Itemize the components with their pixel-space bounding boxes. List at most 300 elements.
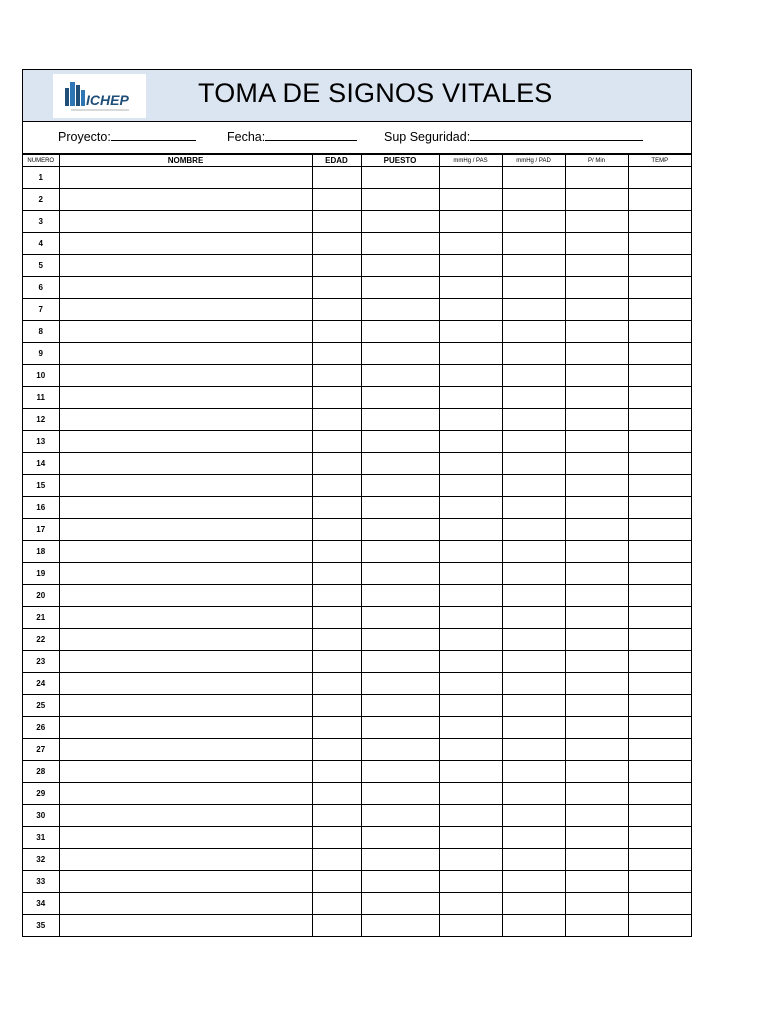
cell-pas[interactable]	[439, 849, 502, 871]
cell-pulse[interactable]	[565, 519, 628, 541]
table-row	[23, 167, 691, 189]
cell-edad[interactable]	[312, 717, 361, 739]
cell-temp[interactable]	[628, 827, 691, 849]
cell-temp[interactable]	[628, 695, 691, 717]
cell-pad[interactable]	[502, 255, 565, 277]
row-number: 13	[23, 431, 59, 453]
cell-pad[interactable]	[502, 827, 565, 849]
cell-temp[interactable]	[628, 365, 691, 387]
cell-edad[interactable]	[312, 805, 361, 827]
cell-nombre[interactable]	[59, 739, 312, 761]
cell-pas[interactable]	[439, 255, 502, 277]
cell-temp[interactable]	[628, 673, 691, 695]
cell-edad[interactable]	[312, 739, 361, 761]
cell-pulse[interactable]	[565, 607, 628, 629]
cell-edad[interactable]	[312, 695, 361, 717]
cell-pulse[interactable]	[565, 893, 628, 915]
supervisor-field[interactable]	[384, 129, 643, 144]
cell-pas[interactable]	[439, 871, 502, 893]
cell-edad[interactable]	[312, 585, 361, 607]
cell-temp[interactable]	[628, 343, 691, 365]
cell-puesto[interactable]	[361, 761, 439, 783]
row-number: 19	[23, 563, 59, 585]
cell-pas[interactable]	[439, 563, 502, 585]
cell-temp[interactable]	[628, 585, 691, 607]
row-number: 30	[23, 805, 59, 827]
cell-pad[interactable]	[502, 893, 565, 915]
table-row	[23, 695, 691, 717]
cell-puesto[interactable]	[361, 211, 439, 233]
table-row	[23, 783, 691, 805]
cell-pad[interactable]	[502, 563, 565, 585]
cell-pulse[interactable]	[565, 783, 628, 805]
cell-puesto[interactable]	[361, 343, 439, 365]
cell-edad[interactable]	[312, 233, 361, 255]
project-line[interactable]	[111, 129, 196, 141]
cell-pas[interactable]	[439, 651, 502, 673]
cell-puesto[interactable]	[361, 585, 439, 607]
cell-puesto[interactable]	[361, 255, 439, 277]
cell-temp[interactable]	[628, 607, 691, 629]
cell-pulse[interactable]	[565, 387, 628, 409]
cell-nombre[interactable]	[59, 871, 312, 893]
cell-nombre[interactable]	[59, 343, 312, 365]
cell-pad[interactable]	[502, 233, 565, 255]
table-row	[23, 519, 691, 541]
cell-temp[interactable]	[628, 871, 691, 893]
cell-nombre[interactable]	[59, 409, 312, 431]
cell-nombre[interactable]	[59, 673, 312, 695]
cell-pas[interactable]	[439, 519, 502, 541]
cell-temp[interactable]	[628, 651, 691, 673]
row-number: 1	[23, 167, 59, 189]
cell-temp[interactable]	[628, 255, 691, 277]
cell-edad[interactable]	[312, 893, 361, 915]
date-line[interactable]	[265, 129, 357, 141]
cell-pas[interactable]	[439, 607, 502, 629]
cell-edad[interactable]	[312, 651, 361, 673]
cell-pas[interactable]	[439, 497, 502, 519]
cell-pulse[interactable]	[565, 475, 628, 497]
cell-nombre[interactable]	[59, 497, 312, 519]
cell-pas[interactable]	[439, 629, 502, 651]
cell-pas[interactable]	[439, 409, 502, 431]
form-fields	[23, 122, 691, 154]
cell-pad[interactable]	[502, 629, 565, 651]
cell-puesto[interactable]	[361, 805, 439, 827]
cell-pas[interactable]	[439, 365, 502, 387]
cell-pulse[interactable]	[565, 299, 628, 321]
cell-edad[interactable]	[312, 497, 361, 519]
cell-pulse[interactable]	[565, 343, 628, 365]
cell-pulse[interactable]	[565, 651, 628, 673]
cell-temp[interactable]	[628, 519, 691, 541]
cell-pulse[interactable]	[565, 453, 628, 475]
table-row	[23, 431, 691, 453]
cell-nombre[interactable]	[59, 321, 312, 343]
cell-pas[interactable]	[439, 827, 502, 849]
cell-edad[interactable]	[312, 387, 361, 409]
cell-pad[interactable]	[502, 189, 565, 211]
cell-pad[interactable]	[502, 651, 565, 673]
cell-pulse[interactable]	[565, 915, 628, 937]
cell-pulse[interactable]	[565, 563, 628, 585]
cell-pas[interactable]	[439, 343, 502, 365]
cell-nombre[interactable]	[59, 717, 312, 739]
cell-pad[interactable]	[502, 695, 565, 717]
cell-edad[interactable]	[312, 189, 361, 211]
form-header	[23, 70, 691, 122]
cell-pad[interactable]	[502, 673, 565, 695]
cell-pas[interactable]	[439, 717, 502, 739]
cell-pad[interactable]	[502, 761, 565, 783]
cell-temp[interactable]	[628, 783, 691, 805]
cell-pad[interactable]	[502, 299, 565, 321]
cell-edad[interactable]	[312, 365, 361, 387]
row-number: 10	[23, 365, 59, 387]
cell-edad[interactable]	[312, 277, 361, 299]
cell-pad[interactable]	[502, 453, 565, 475]
cell-temp[interactable]	[628, 453, 691, 475]
table-row	[23, 189, 691, 211]
cell-puesto[interactable]	[361, 563, 439, 585]
cell-temp[interactable]	[628, 387, 691, 409]
cell-pas[interactable]	[439, 541, 502, 563]
cell-temp[interactable]	[628, 805, 691, 827]
cell-pulse[interactable]	[565, 211, 628, 233]
cell-puesto[interactable]	[361, 739, 439, 761]
cell-nombre[interactable]	[59, 695, 312, 717]
cell-temp[interactable]	[628, 541, 691, 563]
cell-nombre[interactable]	[59, 849, 312, 871]
cell-puesto[interactable]	[361, 893, 439, 915]
cell-temp[interactable]	[628, 739, 691, 761]
cell-puesto[interactable]	[361, 277, 439, 299]
cell-temp[interactable]	[628, 761, 691, 783]
cell-pad[interactable]	[502, 541, 565, 563]
cell-puesto[interactable]	[361, 189, 439, 211]
cell-temp[interactable]	[628, 497, 691, 519]
cell-pad[interactable]	[502, 387, 565, 409]
cell-pulse[interactable]	[565, 805, 628, 827]
cell-nombre[interactable]	[59, 563, 312, 585]
cell-pulse[interactable]	[565, 629, 628, 651]
table-row	[23, 805, 691, 827]
row-number: 34	[23, 893, 59, 915]
cell-pas[interactable]	[439, 453, 502, 475]
cell-temp[interactable]	[628, 849, 691, 871]
cell-temp[interactable]	[628, 629, 691, 651]
cell-nombre[interactable]	[59, 255, 312, 277]
cell-pad[interactable]	[502, 585, 565, 607]
cell-edad[interactable]	[312, 431, 361, 453]
cell-pad[interactable]	[502, 167, 565, 189]
cell-pad[interactable]	[502, 475, 565, 497]
cell-nombre[interactable]	[59, 893, 312, 915]
cell-nombre[interactable]	[59, 299, 312, 321]
cell-temp[interactable]	[628, 321, 691, 343]
cell-pad[interactable]	[502, 915, 565, 937]
cell-pas[interactable]	[439, 585, 502, 607]
cell-temp[interactable]	[628, 167, 691, 189]
cell-pulse[interactable]	[565, 321, 628, 343]
cell-pas[interactable]	[439, 893, 502, 915]
cell-nombre[interactable]	[59, 541, 312, 563]
column-header-puesto: PUESTO	[361, 155, 439, 167]
row-number: 5	[23, 255, 59, 277]
table-row	[23, 739, 691, 761]
row-number: 11	[23, 387, 59, 409]
cell-pas[interactable]	[439, 475, 502, 497]
cell-nombre[interactable]	[59, 519, 312, 541]
cell-pas[interactable]	[439, 673, 502, 695]
cell-pulse[interactable]	[565, 233, 628, 255]
cell-puesto[interactable]	[361, 673, 439, 695]
cell-nombre[interactable]	[59, 453, 312, 475]
cell-puesto[interactable]	[361, 233, 439, 255]
cell-puesto[interactable]	[361, 871, 439, 893]
cell-nombre[interactable]	[59, 761, 312, 783]
cell-pad[interactable]	[502, 871, 565, 893]
cell-pad[interactable]	[502, 739, 565, 761]
row-number: 18	[23, 541, 59, 563]
cell-pulse[interactable]	[565, 277, 628, 299]
table-row	[23, 453, 691, 475]
cell-puesto[interactable]	[361, 387, 439, 409]
table-row	[23, 343, 691, 365]
table-row	[23, 651, 691, 673]
cell-edad[interactable]	[312, 827, 361, 849]
cell-pulse[interactable]	[565, 189, 628, 211]
project-field[interactable]	[58, 129, 196, 144]
cell-nombre[interactable]	[59, 783, 312, 805]
table-row	[23, 563, 691, 585]
cell-temp[interactable]	[628, 563, 691, 585]
cell-pad[interactable]	[502, 321, 565, 343]
cell-puesto[interactable]	[361, 299, 439, 321]
cell-nombre[interactable]	[59, 607, 312, 629]
cell-edad[interactable]	[312, 255, 361, 277]
cell-puesto[interactable]	[361, 849, 439, 871]
cell-puesto[interactable]	[361, 431, 439, 453]
cell-edad[interactable]	[312, 607, 361, 629]
cell-pulse[interactable]	[565, 673, 628, 695]
cell-edad[interactable]	[312, 629, 361, 651]
cell-pulse[interactable]	[565, 255, 628, 277]
cell-pulse[interactable]	[565, 585, 628, 607]
cell-pas[interactable]	[439, 167, 502, 189]
cell-pas[interactable]	[439, 387, 502, 409]
cell-edad[interactable]	[312, 453, 361, 475]
cell-pulse[interactable]	[565, 717, 628, 739]
cell-pad[interactable]	[502, 211, 565, 233]
cell-pad[interactable]	[502, 805, 565, 827]
cell-pulse[interactable]	[565, 739, 628, 761]
row-number: 8	[23, 321, 59, 343]
cell-temp[interactable]	[628, 299, 691, 321]
cell-puesto[interactable]	[361, 167, 439, 189]
cell-nombre[interactable]	[59, 233, 312, 255]
column-header-pad: mmHg / PAD	[502, 155, 565, 167]
cell-edad[interactable]	[312, 299, 361, 321]
cell-edad[interactable]	[312, 211, 361, 233]
cell-puesto[interactable]	[361, 695, 439, 717]
row-number: 21	[23, 607, 59, 629]
cell-edad[interactable]	[312, 475, 361, 497]
cell-nombre[interactable]	[59, 651, 312, 673]
cell-puesto[interactable]	[361, 409, 439, 431]
cell-nombre[interactable]	[59, 277, 312, 299]
row-number: 3	[23, 211, 59, 233]
cell-pas[interactable]	[439, 783, 502, 805]
date-field[interactable]	[227, 129, 357, 144]
cell-pas[interactable]	[439, 321, 502, 343]
cell-puesto[interactable]	[361, 519, 439, 541]
table-row	[23, 475, 691, 497]
cell-pas[interactable]	[439, 695, 502, 717]
cell-pad[interactable]	[502, 409, 565, 431]
cell-puesto[interactable]	[361, 607, 439, 629]
cell-pad[interactable]	[502, 343, 565, 365]
cell-edad[interactable]	[312, 673, 361, 695]
cell-edad[interactable]	[312, 563, 361, 585]
column-header-temp: TEMP	[628, 155, 691, 167]
cell-edad[interactable]	[312, 761, 361, 783]
table-row	[23, 233, 691, 255]
cell-edad[interactable]	[312, 519, 361, 541]
cell-pulse[interactable]	[565, 167, 628, 189]
row-number: 32	[23, 849, 59, 871]
cell-nombre[interactable]	[59, 915, 312, 937]
cell-nombre[interactable]	[59, 211, 312, 233]
cell-pulse[interactable]	[565, 431, 628, 453]
cell-temp[interactable]	[628, 409, 691, 431]
cell-puesto[interactable]	[361, 651, 439, 673]
cell-puesto[interactable]	[361, 321, 439, 343]
cell-temp[interactable]	[628, 431, 691, 453]
cell-pad[interactable]	[502, 717, 565, 739]
vital-signs-form	[22, 69, 692, 937]
cell-edad[interactable]	[312, 409, 361, 431]
row-number: 14	[23, 453, 59, 475]
cell-pad[interactable]	[502, 607, 565, 629]
cell-pas[interactable]	[439, 277, 502, 299]
cell-puesto[interactable]	[361, 541, 439, 563]
cell-pad[interactable]	[502, 431, 565, 453]
cell-pas[interactable]	[439, 299, 502, 321]
cell-pad[interactable]	[502, 277, 565, 299]
cell-temp[interactable]	[628, 189, 691, 211]
cell-pad[interactable]	[502, 497, 565, 519]
cell-nombre[interactable]	[59, 827, 312, 849]
table-row	[23, 365, 691, 387]
row-number: 2	[23, 189, 59, 211]
table-row	[23, 607, 691, 629]
cell-temp[interactable]	[628, 915, 691, 937]
cell-nombre[interactable]	[59, 585, 312, 607]
cell-edad[interactable]	[312, 321, 361, 343]
cell-pas[interactable]	[439, 915, 502, 937]
cell-nombre[interactable]	[59, 805, 312, 827]
cell-pas[interactable]	[439, 805, 502, 827]
table-row	[23, 277, 691, 299]
cell-puesto[interactable]	[361, 717, 439, 739]
cell-pad[interactable]	[502, 365, 565, 387]
cell-nombre[interactable]	[59, 365, 312, 387]
cell-pas[interactable]	[439, 739, 502, 761]
cell-pulse[interactable]	[565, 827, 628, 849]
cell-nombre[interactable]	[59, 167, 312, 189]
cell-pas[interactable]	[439, 189, 502, 211]
cell-pas[interactable]	[439, 431, 502, 453]
cell-puesto[interactable]	[361, 827, 439, 849]
cell-pas[interactable]	[439, 761, 502, 783]
table-row	[23, 541, 691, 563]
cell-nombre[interactable]	[59, 475, 312, 497]
table-row	[23, 673, 691, 695]
cell-nombre[interactable]	[59, 387, 312, 409]
row-number: 28	[23, 761, 59, 783]
cell-puesto[interactable]	[361, 475, 439, 497]
cell-puesto[interactable]	[361, 497, 439, 519]
row-number: 16	[23, 497, 59, 519]
cell-pulse[interactable]	[565, 849, 628, 871]
cell-temp[interactable]	[628, 211, 691, 233]
cell-edad[interactable]	[312, 871, 361, 893]
cell-pulse[interactable]	[565, 695, 628, 717]
cell-temp[interactable]	[628, 277, 691, 299]
cell-puesto[interactable]	[361, 783, 439, 805]
cell-puesto[interactable]	[361, 453, 439, 475]
cell-edad[interactable]	[312, 783, 361, 805]
cell-edad[interactable]	[312, 849, 361, 871]
cell-puesto[interactable]	[361, 629, 439, 651]
table-row	[23, 717, 691, 739]
cell-puesto[interactable]	[361, 365, 439, 387]
cell-temp[interactable]	[628, 893, 691, 915]
cell-pulse[interactable]	[565, 409, 628, 431]
cell-pulse[interactable]	[565, 497, 628, 519]
vital-signs-table	[23, 154, 691, 936]
cell-pulse[interactable]	[565, 761, 628, 783]
cell-pulse[interactable]	[565, 541, 628, 563]
cell-edad[interactable]	[312, 541, 361, 563]
cell-edad[interactable]	[312, 915, 361, 937]
cell-edad[interactable]	[312, 343, 361, 365]
supervisor-label: Sup Seguridad:	[384, 130, 471, 144]
supervisor-line[interactable]	[470, 129, 643, 141]
cell-pad[interactable]	[502, 519, 565, 541]
cell-nombre[interactable]	[59, 189, 312, 211]
cell-nombre[interactable]	[59, 431, 312, 453]
row-number: 26	[23, 717, 59, 739]
cell-temp[interactable]	[628, 717, 691, 739]
row-number: 35	[23, 915, 59, 937]
cell-edad[interactable]	[312, 167, 361, 189]
cell-pad[interactable]	[502, 783, 565, 805]
cell-pad[interactable]	[502, 849, 565, 871]
cell-temp[interactable]	[628, 475, 691, 497]
project-label: Proyecto:	[58, 130, 111, 144]
cell-nombre[interactable]	[59, 629, 312, 651]
cell-pas[interactable]	[439, 233, 502, 255]
cell-pulse[interactable]	[565, 871, 628, 893]
row-number: 24	[23, 673, 59, 695]
cell-puesto[interactable]	[361, 915, 439, 937]
cell-pas[interactable]	[439, 211, 502, 233]
cell-temp[interactable]	[628, 233, 691, 255]
cell-pulse[interactable]	[565, 365, 628, 387]
